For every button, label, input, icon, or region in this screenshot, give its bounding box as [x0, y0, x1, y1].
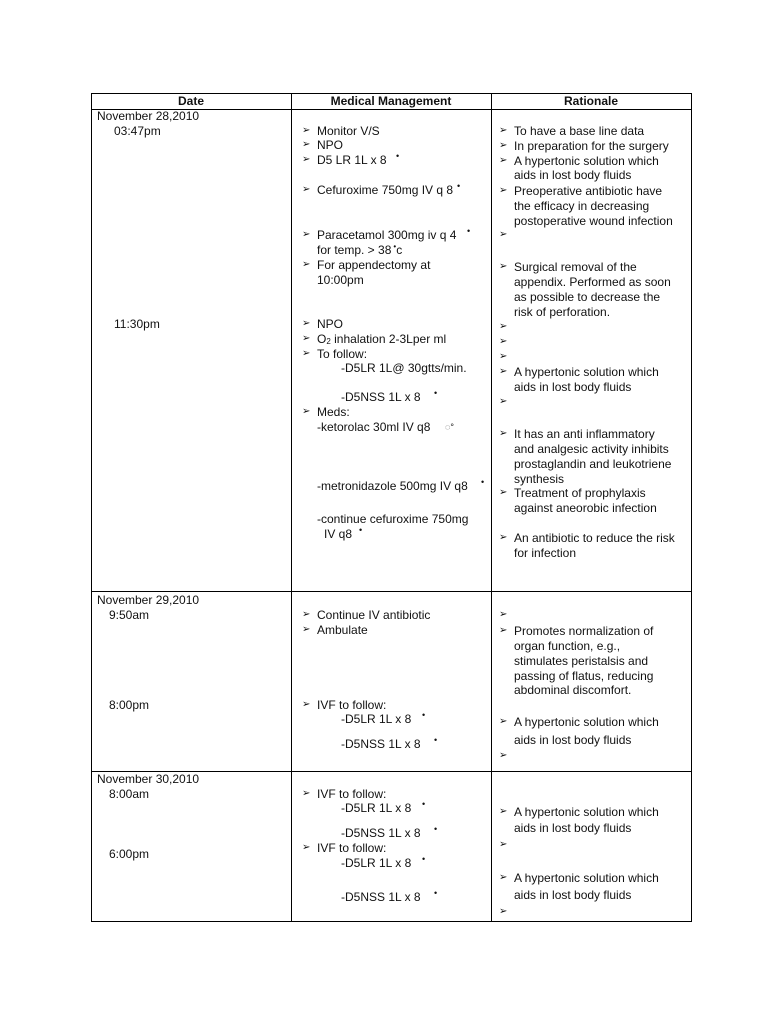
header-date: Date — [177, 94, 204, 108]
bullet-arrow-icon: ➢ — [499, 625, 508, 636]
bullet-arrow-icon: ➢ — [499, 839, 508, 850]
bullet-arrow-icon: ➢ — [302, 842, 311, 853]
bullet-arrow-icon: ➢ — [499, 261, 508, 272]
rationale-ambulate-d: passing of flatus, reducing — [514, 669, 654, 683]
mgmt-monitor-vs: Monitor V/S — [317, 124, 380, 138]
date-nov-30: November 30,2010 — [97, 772, 200, 786]
degree-mark-icon: • — [481, 477, 485, 487]
time-600pm: 6:00pm — [109, 847, 150, 861]
mgmt-metronidazole: -metronidazole 500mg IV q8 — [317, 479, 468, 493]
rationale-ambulate: Promotes normalization of — [514, 624, 654, 638]
rationale-surgical-removal-d: risk of perforation. — [514, 305, 611, 319]
rationale-hypertonic-2: A hypertonic solution which — [514, 365, 659, 379]
symbol-mark-icon: ◌° — [445, 422, 454, 432]
rationale-anti-inflammatory: It has an anti inflammatory — [514, 427, 655, 441]
degree-mark-icon: • — [434, 888, 438, 898]
bullet-arrow-icon: ➢ — [499, 185, 508, 196]
mgmt-ketorolac: -ketorolac 30ml IV q8 — [317, 420, 431, 434]
rationale-hypertonic-5: A hypertonic solution which — [514, 871, 659, 885]
mgmt-ivf-d5nss-3: -D5NSS 1L x 8 — [341, 890, 421, 904]
rationale-surgery-prep: In preparation for the surgery — [514, 139, 669, 153]
time-1130pm: 11:30pm — [114, 317, 160, 331]
column-divider-2 — [491, 93, 492, 922]
rationale-anti-inflammatory-c: prostaglandin and leukotriene — [514, 457, 672, 471]
medication-table — [91, 93, 692, 922]
mgmt-d5lr-30gtts: -D5LR 1L@ 30gtts/min. — [341, 361, 467, 375]
bullet-arrow-icon: ➢ — [302, 406, 311, 417]
degree-mark-icon: • — [434, 735, 438, 745]
mgmt-continue-cefuroxime: -continue cefuroxime 750mg — [317, 512, 469, 526]
rationale-hypertonic-1: A hypertonic solution which — [514, 154, 659, 168]
mgmt-meds: Meds: — [317, 405, 350, 419]
bullet-arrow-icon: ➢ — [499, 396, 508, 407]
rationale-prophylaxis-b: against aneorobic infection — [514, 501, 657, 515]
mgmt-paracetamol: Paracetamol 300mg iv q 4 — [317, 228, 457, 242]
bullet-arrow-icon: ➢ — [499, 125, 508, 136]
mgmt-d5lr: D5 LR 1L x 8 — [317, 153, 387, 167]
mgmt-ambulate: Ambulate — [317, 623, 368, 637]
rationale-hypertonic-1b: aids in lost body fluids — [514, 168, 632, 182]
rationale-surgical-removal: Surgical removal of the — [514, 260, 637, 274]
mgmt-npo-2: NPO — [317, 317, 344, 331]
rationale-preop-antibiotic: Preoperative antibiotic have — [514, 184, 663, 198]
rationale-hypertonic-3: A hypertonic solution which — [514, 715, 659, 729]
rationale-hypertonic-5b: aids in lost body fluids — [514, 888, 632, 902]
header-medical-management: Medical Management — [330, 94, 452, 108]
bullet-arrow-icon: ➢ — [302, 318, 311, 329]
time-950am: 9:50am — [109, 608, 150, 622]
rationale-preop-antibiotic-c: postoperative wound infection — [514, 214, 673, 228]
bullet-arrow-icon: ➢ — [499, 609, 508, 620]
mgmt-ivf-d5nss: -D5NSS 1L x 8 — [341, 737, 421, 751]
mgmt-continue-iv-antibiotic: Continue IV antibiotic — [317, 608, 431, 622]
bullet-arrow-icon: ➢ — [499, 336, 508, 347]
bullet-arrow-icon: ➢ — [302, 609, 311, 620]
table-border-right — [691, 93, 692, 922]
rationale-ambulate-c: stimulates peristalsis and — [514, 654, 649, 668]
date-nov-29: November 29,2010 — [97, 593, 200, 607]
time-800pm: 8:00pm — [109, 698, 150, 712]
mgmt-continue-cefuroxime-iv: IV q8 — [324, 527, 353, 541]
mgmt-cefuroxime: Cefuroxime 750mg IV q 8 — [317, 183, 454, 197]
bullet-arrow-icon: ➢ — [499, 428, 508, 439]
degree-mark-icon: • — [434, 388, 438, 398]
bullet-arrow-icon: ➢ — [499, 321, 508, 332]
rationale-antibiotic-risk: An antibiotic to reduce the risk — [514, 531, 675, 545]
rationale-hypertonic-2b: aids in lost body fluids — [514, 380, 632, 394]
header-rationale: Rationale — [563, 94, 618, 108]
mgmt-to-follow: To follow: — [317, 347, 368, 361]
time-800am: 8:00am — [109, 787, 150, 801]
mgmt-d5nss: -D5NSS 1L x 8 — [341, 390, 421, 404]
rationale-baseline: To have a base line data — [514, 124, 645, 138]
rationale-surgical-removal-b: appendix. Performed as soon — [514, 275, 671, 289]
bullet-arrow-icon: ➢ — [302, 624, 311, 635]
mgmt-ivf-to-follow: IVF to follow: — [317, 698, 387, 712]
rationale-anti-inflammatory-d: synthesis — [514, 472, 565, 486]
mgmt-appendectomy: For appendectomy at — [317, 258, 431, 272]
mgmt-ivf-d5nss-2: -D5NSS 1L x 8 — [341, 826, 421, 840]
bullet-arrow-icon: ➢ — [499, 532, 508, 543]
rationale-anti-inflammatory-b: and analgesic activity inhibits — [514, 442, 669, 456]
bullet-arrow-icon: ➢ — [302, 139, 311, 150]
row-divider-1 — [91, 591, 692, 592]
degree-mark-icon: • — [422, 854, 426, 864]
rationale-surgical-removal-c: as possible to decrease the — [514, 290, 661, 304]
degree-mark-icon: • — [434, 824, 438, 834]
bullet-arrow-icon: ➢ — [499, 487, 508, 498]
bullet-arrow-icon: ➢ — [302, 125, 311, 136]
table-border-left — [91, 93, 92, 922]
bullet-arrow-icon: ➢ — [499, 906, 508, 917]
bullet-arrow-icon: ➢ — [302, 229, 311, 240]
rationale-ambulate-e: abdominal discomfort. — [514, 683, 632, 697]
bullet-arrow-icon: ➢ — [499, 716, 508, 727]
column-divider-1 — [291, 93, 292, 922]
bullet-arrow-icon: ➢ — [302, 154, 311, 165]
rationale-hypertonic-4: A hypertonic solution which — [514, 805, 659, 819]
bullet-arrow-icon: ➢ — [302, 348, 311, 359]
rationale-ambulate-b: organ function, e.g., — [514, 639, 621, 653]
degree-mark-icon: • — [467, 226, 471, 236]
rationale-prophylaxis: Treatment of prophylaxis — [514, 486, 646, 500]
degree-mark-icon: • — [396, 151, 400, 161]
bullet-arrow-icon: ➢ — [302, 333, 311, 344]
bullet-arrow-icon: ➢ — [499, 750, 508, 761]
bullet-arrow-icon: ➢ — [499, 872, 508, 883]
bullet-arrow-icon: ➢ — [499, 351, 508, 362]
table-border-bottom — [91, 921, 692, 922]
rationale-antibiotic-risk-b: for infection — [514, 546, 577, 560]
rationale-hypertonic-3b: aids in lost body fluids — [514, 733, 632, 747]
mgmt-ivf-d5lr-3: -D5LR 1L x 8 — [341, 856, 412, 870]
bullet-arrow-icon: ➢ — [302, 259, 311, 270]
mgmt-ivf-d5lr-2: -D5LR 1L x 8 — [341, 801, 412, 815]
bullet-arrow-icon: ➢ — [499, 229, 508, 240]
bullet-arrow-icon: ➢ — [499, 140, 508, 151]
bullet-arrow-icon: ➢ — [302, 699, 311, 710]
date-nov-28: November 28,2010 — [97, 109, 200, 123]
mgmt-paracetamol-temp: for temp. > 38 •c — [317, 242, 403, 257]
rationale-hypertonic-4b: aids in lost body fluids — [514, 821, 632, 835]
bullet-arrow-icon: ➢ — [499, 366, 508, 377]
mgmt-ivf-to-follow-3: IVF to follow: — [317, 841, 387, 855]
bullet-arrow-icon: ➢ — [499, 806, 508, 817]
time-0347pm: 03:47pm — [114, 124, 161, 138]
mgmt-appendectomy-time: 10:00pm — [317, 273, 364, 287]
degree-mark-icon: • — [359, 525, 363, 535]
bullet-arrow-icon: ➢ — [499, 155, 508, 166]
degree-mark-icon: • — [422, 799, 426, 809]
mgmt-ivf-d5lr: -D5LR 1L x 8 — [341, 712, 412, 726]
bullet-arrow-icon: ➢ — [302, 788, 311, 799]
mgmt-npo: NPO — [317, 138, 344, 152]
bullet-arrow-icon: ➢ — [302, 184, 311, 195]
mgmt-o2-inhalation: O2 inhalation 2-3Lper ml — [317, 332, 447, 346]
rationale-preop-antibiotic-b: the efficacy in decreasing — [514, 199, 650, 213]
mgmt-ivf-to-follow-2: IVF to follow: — [317, 787, 387, 801]
degree-mark-icon: • — [422, 710, 426, 720]
degree-mark-icon: • — [457, 181, 461, 191]
